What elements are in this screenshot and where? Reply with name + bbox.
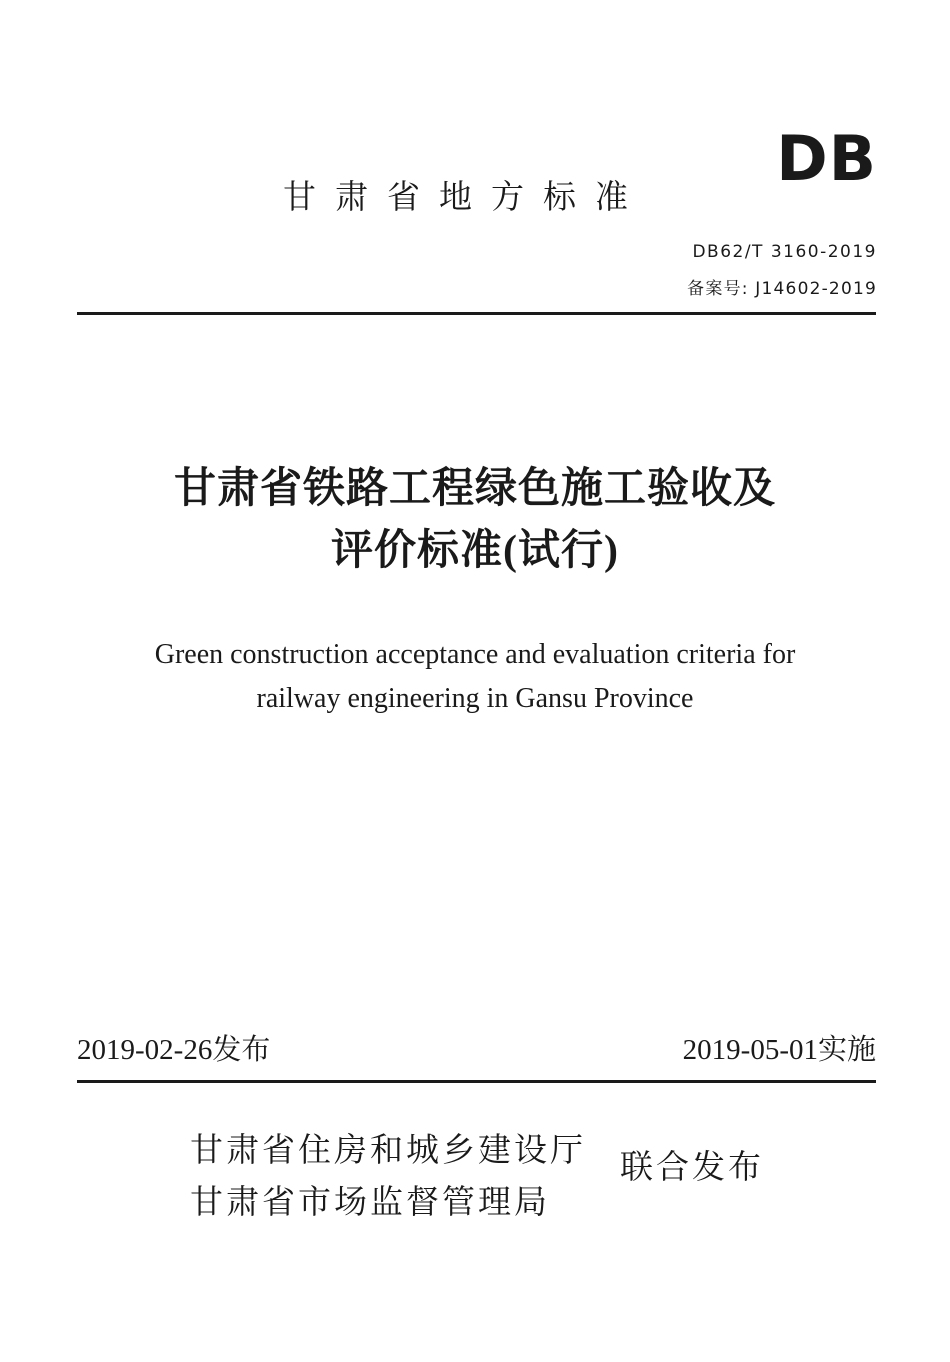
english-title-line2: railway engineering in Gansu Province [256,683,694,714]
record-number: 备案号: J14602-2019 [687,279,877,299]
top-divider [77,312,876,315]
english-title-line1: Green construction acceptance and evaluation criteria for [154,639,796,670]
chinese-title [0,458,950,582]
chinese-title-line2: 评价标准(试行) [331,528,619,574]
issuer-list [190,1124,586,1228]
joint-release-label: 联合发布 [620,1147,764,1186]
issuer-housing-department: 甘肃省住房和城乡建设厅 [190,1130,586,1169]
db-mark: DB [776,122,877,195]
chinese-title-line1: 甘肃省铁路工程绿色施工验收及 [173,466,776,512]
release-date: 2019-02-26发布 [77,1034,271,1066]
bottom-divider [77,1080,876,1083]
english-title [0,633,950,721]
standard-type: 甘肃省地方标准 [283,177,647,216]
standard-code: DB62/T 3160-2019 [692,242,877,262]
issuer-market-administration: 甘肃省市场监督管理局 [190,1182,550,1221]
implementation-date: 2019-05-01实施 [682,1034,876,1066]
